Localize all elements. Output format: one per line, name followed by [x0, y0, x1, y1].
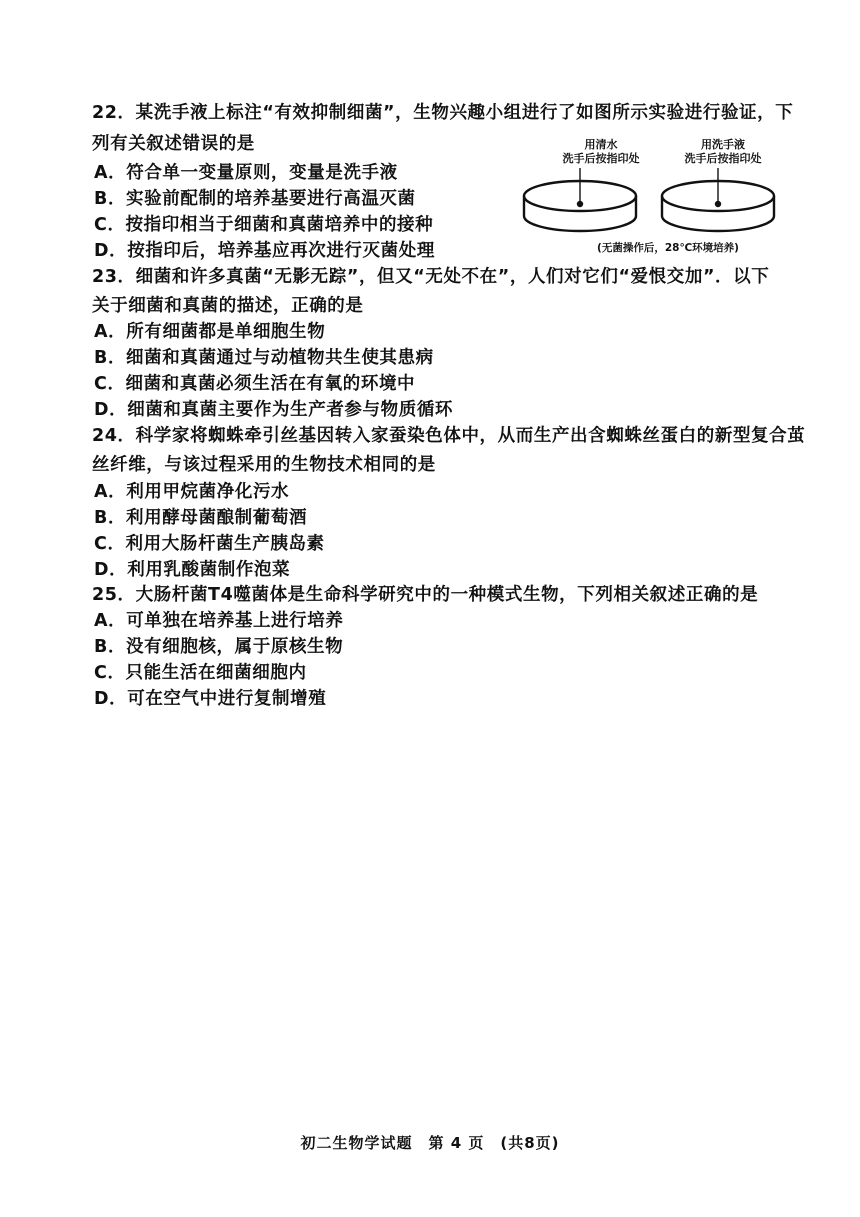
- q25-option-d: D．可在空气中进行复制增殖: [94, 689, 327, 709]
- q25-stem-line-1: 25．大肠杆菌T4噬菌体是生命科学研究中的一种模式生物，下列相关叙述正确的是: [92, 585, 759, 605]
- figure-caption: (无菌操作后，28℃环境培养): [597, 242, 739, 254]
- petri-dishes-drawing: [518, 132, 788, 240]
- q22-option-b: B．实验前配制的培养基要进行高温灭菌: [94, 189, 416, 209]
- right-petri-dish: [662, 168, 774, 231]
- q25-option-a: A．可单独在培养基上进行培养: [94, 611, 344, 631]
- petri-dish-figure: [518, 132, 788, 260]
- q23-option-c: C．细菌和真菌必须生活在有氧的环境中: [94, 374, 416, 394]
- q23-option-b: B．细菌和真菌通过与动植物共生使其患病: [94, 348, 434, 368]
- right-dish-label-line-2: 洗手后按指印处: [684, 152, 762, 165]
- q22-stem-line-2: 列有关叙述错误的是: [92, 134, 255, 154]
- q24-option-d: D．利用乳酸菌制作泡菜: [94, 560, 291, 580]
- q24-option-a: A．利用甲烷菌净化污水: [94, 482, 290, 502]
- q24-stem-line-2: 丝纤维，与该过程采用的生物技术相同的是: [92, 455, 436, 475]
- left-petri-dish: [524, 168, 636, 231]
- q23-option-d: D．细菌和真菌主要作为生产者参与物质循环: [94, 400, 454, 420]
- left-dish-label-line-2: 洗手后按指印处: [562, 152, 640, 165]
- q22-option-a: A．符合单一变量原则，变量是洗手液: [94, 163, 398, 183]
- q22-stem-line-1: 22．某洗手液上标注“有效抑制细菌”，生物兴趣小组进行了如图所示实验进行验证，下: [92, 103, 794, 123]
- q25-option-b: B．没有细胞核，属于原核生物: [94, 637, 344, 657]
- page-footer: 初二生物学试题 第 4 页 (共8页): [300, 1134, 560, 1152]
- q22-option-d: D．按指印后，培养基应再次进行灭菌处理: [94, 241, 435, 261]
- right-dish-label-line-1: 用洗手液: [701, 138, 745, 151]
- q25-option-c: C．只能生活在细菌细胞内: [94, 663, 307, 683]
- q24-option-b: B．利用酵母菌酿制葡萄酒: [94, 508, 308, 528]
- q23-stem-line-1: 23．细菌和许多真菌“无影无踪”，但又“无处不在”，人们对它们“爱恨交加”．以下: [92, 267, 770, 287]
- q24-stem-line-1: 24．科学家将蜘蛛牵引丝基因转入家蚕染色体中，从而生产出含蜘蛛丝蛋白的新型复合茧: [92, 426, 806, 446]
- left-dish-label-line-1: 用清水: [584, 138, 618, 151]
- q23-option-a: A．所有细菌都是单细胞生物: [94, 322, 326, 342]
- q22-option-c: C．按指印相当于细菌和真菌培养中的接种: [94, 215, 434, 235]
- q24-option-c: C．利用大肠杆菌生产胰岛素: [94, 534, 325, 554]
- q23-stem-line-2: 关于细菌和真菌的描述，正确的是: [92, 296, 364, 316]
